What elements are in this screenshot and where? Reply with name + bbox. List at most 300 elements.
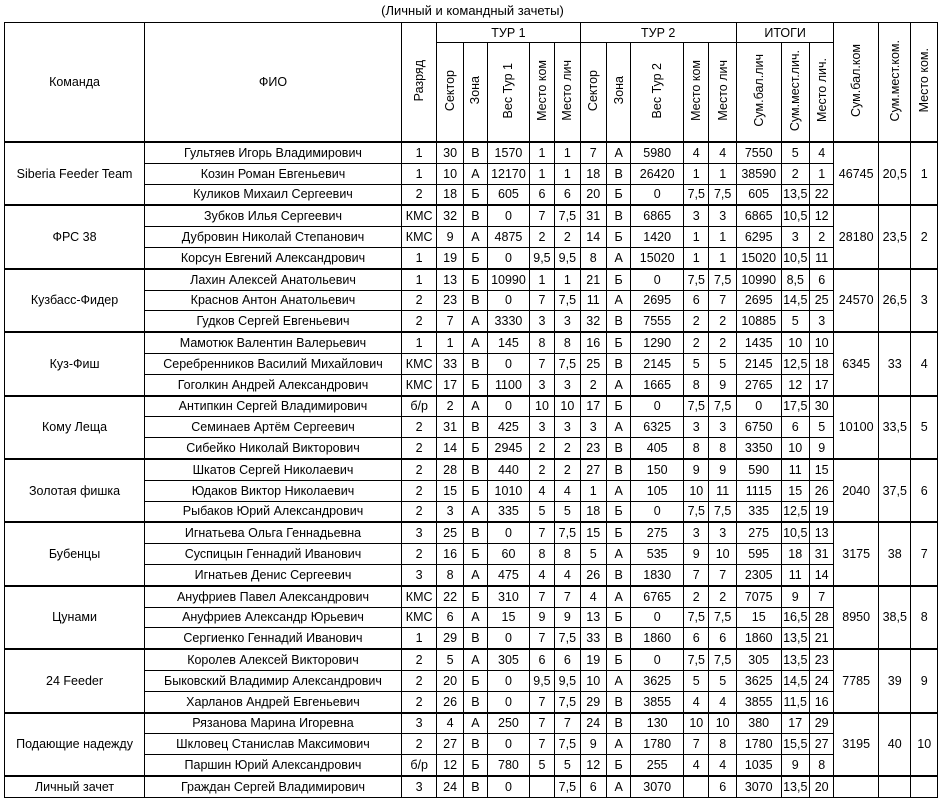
sum-places-team-cell: 38,5 (879, 586, 911, 649)
weight-1-cell: 1010 (488, 480, 530, 501)
rank-cell: 1 (401, 247, 437, 268)
sector-1-cell: 23 (437, 290, 463, 311)
place-ind-1-cell: 7,5 (555, 734, 580, 755)
sum-points-team-cell: 7785 (834, 649, 879, 712)
table-row (5, 438, 938, 459)
rank-cell: б/р (401, 755, 437, 776)
weight-2-cell: 6765 (631, 586, 684, 607)
zone-1-cell: В (463, 734, 487, 755)
fio-cell: Сибейко Николай Викторович (145, 438, 402, 459)
header-place-team-1: Место ком (529, 43, 554, 143)
weight-2-cell: 2695 (631, 290, 684, 311)
header-sum-places-ind: Сум.мест.лич. (781, 43, 809, 143)
place-ind-total-cell: 22 (809, 184, 833, 205)
weight-2-cell: 1860 (631, 628, 684, 649)
place-ind-2-cell: 2 (709, 332, 736, 353)
sum-places-team-cell: 39 (879, 649, 911, 712)
zone-2-cell: А (606, 417, 630, 438)
rank-cell: 2 (401, 501, 437, 522)
place-team-1-cell: 7 (529, 205, 554, 226)
zone-1-cell: Б (463, 184, 487, 205)
table-row (5, 142, 938, 163)
sum-places-ind-cell: 15 (781, 480, 809, 501)
sum-places-ind-cell: 5 (781, 142, 809, 163)
sum-points-ind-cell: 6865 (736, 205, 781, 226)
sector-1-cell: 22 (437, 586, 463, 607)
sum-points-ind-cell: 3350 (736, 438, 781, 459)
rank-cell: 3 (401, 564, 437, 585)
place-ind-1-cell: 7,5 (555, 776, 580, 797)
place-team-2-cell: 1 (684, 247, 709, 268)
place-ind-1-cell: 7,5 (555, 290, 580, 311)
sum-places-ind-cell: 2 (781, 163, 809, 184)
place-ind-1-cell: 7,5 (555, 205, 580, 226)
weight-1-cell: 310 (488, 586, 530, 607)
sector-2-cell: 6 (580, 776, 606, 797)
place-ind-2-cell: 10 (709, 544, 736, 565)
fio-cell: Куликов Михаил Сергеевич (145, 184, 402, 205)
place-ind-2-cell: 7 (709, 290, 736, 311)
weight-2-cell: 255 (631, 755, 684, 776)
weight-2-cell: 405 (631, 438, 684, 459)
zone-2-cell: В (606, 163, 630, 184)
place-ind-total-cell: 13 (809, 522, 833, 543)
fio-cell: Игнатьева Ольга Геннадьевна (145, 522, 402, 543)
place-team-2-cell: 4 (684, 142, 709, 163)
place-team-total-cell (911, 776, 938, 797)
fio-cell: Антипкин Сергей Владимирович (145, 396, 402, 417)
table-row (5, 247, 938, 268)
sector-2-cell: 13 (580, 607, 606, 628)
table-row (5, 586, 938, 607)
zone-2-cell: А (606, 734, 630, 755)
team-name-cell: Бубенцы (5, 522, 145, 585)
place-ind-total-cell: 17 (809, 374, 833, 395)
sum-places-team-cell: 38 (879, 522, 911, 585)
place-ind-total-cell: 15 (809, 459, 833, 480)
place-ind-1-cell: 3 (555, 311, 580, 332)
weight-2-cell: 1420 (631, 227, 684, 248)
place-ind-1-cell: 2 (555, 227, 580, 248)
sector-1-cell: 24 (437, 776, 463, 797)
sector-2-cell: 18 (580, 163, 606, 184)
sum-places-ind-cell: 6 (781, 417, 809, 438)
sum-points-ind-cell: 15020 (736, 247, 781, 268)
place-ind-total-cell: 2 (809, 227, 833, 248)
weight-1-cell: 0 (488, 522, 530, 543)
place-ind-total-cell: 25 (809, 290, 833, 311)
place-ind-1-cell: 8 (555, 332, 580, 353)
sector-1-cell: 10 (437, 163, 463, 184)
header-sum-points-team: Сум.бал.ком (834, 23, 879, 143)
zone-1-cell: Б (463, 438, 487, 459)
sum-points-ind-cell: 38590 (736, 163, 781, 184)
place-ind-1-cell: 7 (555, 586, 580, 607)
sum-points-ind-cell: 380 (736, 713, 781, 734)
place-team-2-cell: 5 (684, 670, 709, 691)
zone-2-cell: В (606, 691, 630, 712)
sector-2-cell: 2 (580, 374, 606, 395)
place-ind-2-cell: 6 (709, 776, 736, 797)
place-team-1-cell: 7 (529, 628, 554, 649)
sheet-title: (Личный и командный зачеты) (381, 3, 564, 18)
rank-cell: КМС (401, 586, 437, 607)
weight-2-cell: 7555 (631, 311, 684, 332)
place-team-1-cell: 8 (529, 544, 554, 565)
sector-1-cell: 12 (437, 755, 463, 776)
place-ind-total-cell: 3 (809, 311, 833, 332)
sum-places-ind-cell: 14,5 (781, 670, 809, 691)
place-team-2-cell: 1 (684, 163, 709, 184)
place-ind-1-cell: 7,5 (555, 691, 580, 712)
place-ind-total-cell: 8 (809, 755, 833, 776)
place-team-1-cell: 7 (529, 734, 554, 755)
sum-points-ind-cell: 2145 (736, 353, 781, 374)
rank-cell: 2 (401, 670, 437, 691)
place-ind-2-cell: 7,5 (709, 269, 736, 290)
place-ind-total-cell: 10 (809, 332, 833, 353)
table-row (5, 332, 938, 353)
weight-2-cell: 3855 (631, 691, 684, 712)
sum-points-ind-cell: 590 (736, 459, 781, 480)
weight-2-cell: 0 (631, 269, 684, 290)
place-team-2-cell: 3 (684, 205, 709, 226)
weight-2-cell: 2145 (631, 353, 684, 374)
place-ind-1-cell: 4 (555, 564, 580, 585)
place-ind-2-cell: 7,5 (709, 649, 736, 670)
header-place-ind-2: Место лич (709, 43, 736, 143)
sum-points-ind-cell: 6295 (736, 227, 781, 248)
sector-2-cell: 16 (580, 332, 606, 353)
sector-2-cell: 20 (580, 184, 606, 205)
header-place-ind-total: Место лич. (809, 43, 833, 143)
zone-1-cell: А (463, 564, 487, 585)
place-team-total-cell: 7 (911, 522, 938, 585)
place-team-2-cell: 9 (684, 459, 709, 480)
place-ind-2-cell: 8 (709, 734, 736, 755)
sum-points-ind-cell: 1860 (736, 628, 781, 649)
sum-places-ind-cell: 12,5 (781, 501, 809, 522)
header-sector-2: Сектор (580, 43, 606, 143)
zone-2-cell: В (606, 459, 630, 480)
team-name-cell: Подающие надежду (5, 713, 145, 776)
place-ind-1-cell: 1 (555, 269, 580, 290)
table-row (5, 417, 938, 438)
sum-points-ind-cell: 2765 (736, 374, 781, 395)
sector-2-cell: 31 (580, 205, 606, 226)
place-ind-1-cell: 5 (555, 755, 580, 776)
place-team-1-cell: 7 (529, 522, 554, 543)
sum-places-ind-cell: 10,5 (781, 205, 809, 226)
sum-places-ind-cell: 17 (781, 713, 809, 734)
weight-1-cell: 0 (488, 670, 530, 691)
place-team-2-cell: 7,5 (684, 607, 709, 628)
rank-cell: 2 (401, 459, 437, 480)
sector-2-cell: 4 (580, 586, 606, 607)
zone-2-cell: Б (606, 332, 630, 353)
weight-1-cell: 60 (488, 544, 530, 565)
zone-2-cell: Б (606, 227, 630, 248)
sum-places-ind-cell: 10 (781, 332, 809, 353)
sum-places-ind-cell: 11 (781, 459, 809, 480)
sum-points-team-cell: 46745 (834, 142, 879, 205)
zone-2-cell: А (606, 374, 630, 395)
sum-points-team-cell: 3175 (834, 522, 879, 585)
weight-1-cell: 15 (488, 607, 530, 628)
zone-1-cell: А (463, 163, 487, 184)
sum-points-ind-cell: 10990 (736, 269, 781, 290)
place-ind-total-cell: 1 (809, 163, 833, 184)
sum-points-team-cell: 28180 (834, 205, 879, 268)
fio-cell: Игнатьев Денис Сергеевич (145, 564, 402, 585)
weight-2-cell: 535 (631, 544, 684, 565)
weight-1-cell: 0 (488, 205, 530, 226)
place-ind-2-cell: 1 (709, 247, 736, 268)
sum-places-ind-cell: 16,5 (781, 607, 809, 628)
zone-1-cell: А (463, 501, 487, 522)
sum-points-team-cell: 24570 (834, 269, 879, 332)
place-ind-2-cell: 4 (709, 691, 736, 712)
sector-2-cell: 7 (580, 142, 606, 163)
place-team-2-cell: 2 (684, 332, 709, 353)
fio-cell: Мамотюк Валентин Валерьевич (145, 332, 402, 353)
place-team-1-cell: 2 (529, 227, 554, 248)
zone-1-cell: В (463, 459, 487, 480)
header-place-ind-1: Место лич (555, 43, 580, 143)
place-ind-2-cell: 7,5 (709, 501, 736, 522)
weight-2-cell: 0 (631, 649, 684, 670)
sector-1-cell: 33 (437, 353, 463, 374)
weight-1-cell: 475 (488, 564, 530, 585)
table-row (5, 459, 938, 480)
place-ind-1-cell: 9,5 (555, 247, 580, 268)
sector-1-cell: 16 (437, 544, 463, 565)
sum-points-ind-cell: 1115 (736, 480, 781, 501)
fio-cell: Рыбаков Юрий Александрович (145, 501, 402, 522)
sector-1-cell: 31 (437, 417, 463, 438)
weight-2-cell: 1290 (631, 332, 684, 353)
weight-1-cell: 4875 (488, 227, 530, 248)
rank-cell: 2 (401, 417, 437, 438)
place-team-2-cell: 3 (684, 522, 709, 543)
sector-1-cell: 1 (437, 332, 463, 353)
sum-places-ind-cell: 10 (781, 438, 809, 459)
rank-cell: КМС (401, 205, 437, 226)
sum-points-ind-cell: 1435 (736, 332, 781, 353)
header-totals: ИТОГИ (736, 23, 833, 43)
zone-2-cell: А (606, 290, 630, 311)
zone-1-cell: Б (463, 480, 487, 501)
sum-places-ind-cell: 13,5 (781, 628, 809, 649)
place-ind-2-cell: 7 (709, 564, 736, 585)
sector-1-cell: 17 (437, 374, 463, 395)
place-ind-2-cell: 9 (709, 374, 736, 395)
sum-points-team-cell (834, 776, 879, 797)
place-ind-total-cell: 7 (809, 586, 833, 607)
table-row (5, 227, 938, 248)
sum-places-ind-cell: 10,5 (781, 247, 809, 268)
sum-places-ind-cell: 12,5 (781, 353, 809, 374)
place-team-1-cell: 9 (529, 607, 554, 628)
sector-1-cell: 30 (437, 142, 463, 163)
place-ind-total-cell: 28 (809, 607, 833, 628)
sector-2-cell: 14 (580, 227, 606, 248)
zone-1-cell: А (463, 311, 487, 332)
weight-2-cell: 0 (631, 501, 684, 522)
place-ind-total-cell: 23 (809, 649, 833, 670)
place-ind-total-cell: 31 (809, 544, 833, 565)
sector-1-cell: 3 (437, 501, 463, 522)
sum-places-ind-cell: 13,5 (781, 649, 809, 670)
zone-1-cell: В (463, 142, 487, 163)
rank-cell: 2 (401, 691, 437, 712)
place-team-1-cell: 4 (529, 564, 554, 585)
table-body (5, 142, 938, 797)
sum-places-ind-cell: 18 (781, 544, 809, 565)
team-name-cell: Siberia Feeder Team (5, 142, 145, 205)
rank-cell: 1 (401, 269, 437, 290)
place-team-total-cell: 1 (911, 142, 938, 205)
rank-cell: 2 (401, 311, 437, 332)
team-name-cell: Цунами (5, 586, 145, 649)
fio-cell: Зубков Илья Сергеевич (145, 205, 402, 226)
header-rank: Разряд (401, 23, 437, 143)
place-ind-1-cell: 7,5 (555, 628, 580, 649)
place-team-2-cell: 10 (684, 713, 709, 734)
place-ind-2-cell: 4 (709, 142, 736, 163)
place-ind-1-cell: 9,5 (555, 670, 580, 691)
place-team-1-cell: 2 (529, 438, 554, 459)
rank-cell: 2 (401, 544, 437, 565)
weight-2-cell: 150 (631, 459, 684, 480)
place-team-2-cell: 6 (684, 628, 709, 649)
table-row (5, 184, 938, 205)
sum-places-ind-cell: 17,5 (781, 396, 809, 417)
zone-1-cell: Б (463, 269, 487, 290)
rank-cell: КМС (401, 374, 437, 395)
sector-1-cell: 14 (437, 438, 463, 459)
weight-2-cell: 1780 (631, 734, 684, 755)
place-team-2-cell: 4 (684, 691, 709, 712)
place-ind-total-cell: 5 (809, 417, 833, 438)
header-sum-places-team: Сум.мест.ком. (879, 23, 911, 143)
table-row (5, 734, 938, 755)
weight-2-cell: 0 (631, 607, 684, 628)
sector-2-cell: 21 (580, 269, 606, 290)
header-weight-1: Вес Тур 1 (488, 43, 530, 143)
zone-1-cell: В (463, 776, 487, 797)
place-team-total-cell: 9 (911, 649, 938, 712)
table-row (5, 544, 938, 565)
place-team-2-cell: 5 (684, 353, 709, 374)
sum-places-ind-cell: 9 (781, 586, 809, 607)
place-team-total-cell: 10 (911, 713, 938, 776)
zone-2-cell: Б (606, 755, 630, 776)
fio-cell: Гоголкин Андрей Александрович (145, 374, 402, 395)
header-sector-1: Сектор (437, 43, 463, 143)
team-name-cell: ФРС 38 (5, 205, 145, 268)
zone-1-cell: А (463, 396, 487, 417)
place-team-2-cell (684, 776, 709, 797)
place-team-2-cell: 9 (684, 544, 709, 565)
zone-1-cell: А (463, 227, 487, 248)
zone-2-cell: Б (606, 607, 630, 628)
place-ind-total-cell: 19 (809, 501, 833, 522)
rank-cell: КМС (401, 227, 437, 248)
fio-cell: Козин Роман Евгеньевич (145, 163, 402, 184)
sum-points-team-cell: 3195 (834, 713, 879, 776)
rank-cell: 2 (401, 290, 437, 311)
weight-2-cell: 0 (631, 184, 684, 205)
rank-cell: 1 (401, 163, 437, 184)
weight-1-cell: 145 (488, 332, 530, 353)
sum-places-team-cell: 33,5 (879, 396, 911, 459)
sum-points-ind-cell: 275 (736, 522, 781, 543)
sum-places-team-cell (879, 776, 911, 797)
rank-cell: б/р (401, 396, 437, 417)
place-team-total-cell: 3 (911, 269, 938, 332)
zone-1-cell: В (463, 522, 487, 543)
weight-1-cell: 250 (488, 713, 530, 734)
sector-2-cell: 15 (580, 522, 606, 543)
fio-cell: Быковский Владимир Александрович (145, 670, 402, 691)
place-team-1-cell: 5 (529, 755, 554, 776)
place-ind-1-cell: 2 (555, 459, 580, 480)
sum-points-ind-cell: 7075 (736, 586, 781, 607)
fio-cell: Лахин Алексей Анатольевич (145, 269, 402, 290)
weight-2-cell: 1665 (631, 374, 684, 395)
header-place-team-total: Место ком. (911, 23, 938, 143)
place-team-2-cell: 7 (684, 734, 709, 755)
sector-1-cell: 32 (437, 205, 463, 226)
place-team-2-cell: 7,5 (684, 649, 709, 670)
place-team-1-cell: 8 (529, 332, 554, 353)
place-team-2-cell: 7 (684, 564, 709, 585)
team-name-cell: Золотая фишка (5, 459, 145, 522)
header-zone-1: Зона (463, 43, 487, 143)
sector-2-cell: 26 (580, 564, 606, 585)
team-name-cell: 24 Feeder (5, 649, 145, 712)
sum-places-ind-cell: 12 (781, 374, 809, 395)
sector-2-cell: 19 (580, 649, 606, 670)
zone-2-cell: В (606, 353, 630, 374)
place-team-total-cell: 8 (911, 586, 938, 649)
zone-2-cell: В (606, 628, 630, 649)
fio-cell: Шкловец Станислав Максимович (145, 734, 402, 755)
place-ind-1-cell: 10 (555, 396, 580, 417)
place-ind-1-cell: 6 (555, 184, 580, 205)
sector-1-cell: 7 (437, 311, 463, 332)
weight-1-cell: 605 (488, 184, 530, 205)
sector-2-cell: 18 (580, 501, 606, 522)
table-row (5, 691, 938, 712)
sum-points-ind-cell: 3070 (736, 776, 781, 797)
header-fio: ФИО (145, 23, 402, 143)
sum-places-team-cell: 37,5 (879, 459, 911, 522)
table-header (5, 23, 938, 143)
weight-1-cell: 0 (488, 396, 530, 417)
place-team-2-cell: 3 (684, 417, 709, 438)
zone-2-cell: В (606, 438, 630, 459)
table-row (5, 755, 938, 776)
header-team: Команда (5, 23, 145, 143)
sector-1-cell: 15 (437, 480, 463, 501)
place-ind-1-cell: 6 (555, 649, 580, 670)
table-row (5, 776, 938, 797)
table-row (5, 607, 938, 628)
rank-cell: 3 (401, 776, 437, 797)
place-ind-1-cell: 4 (555, 480, 580, 501)
